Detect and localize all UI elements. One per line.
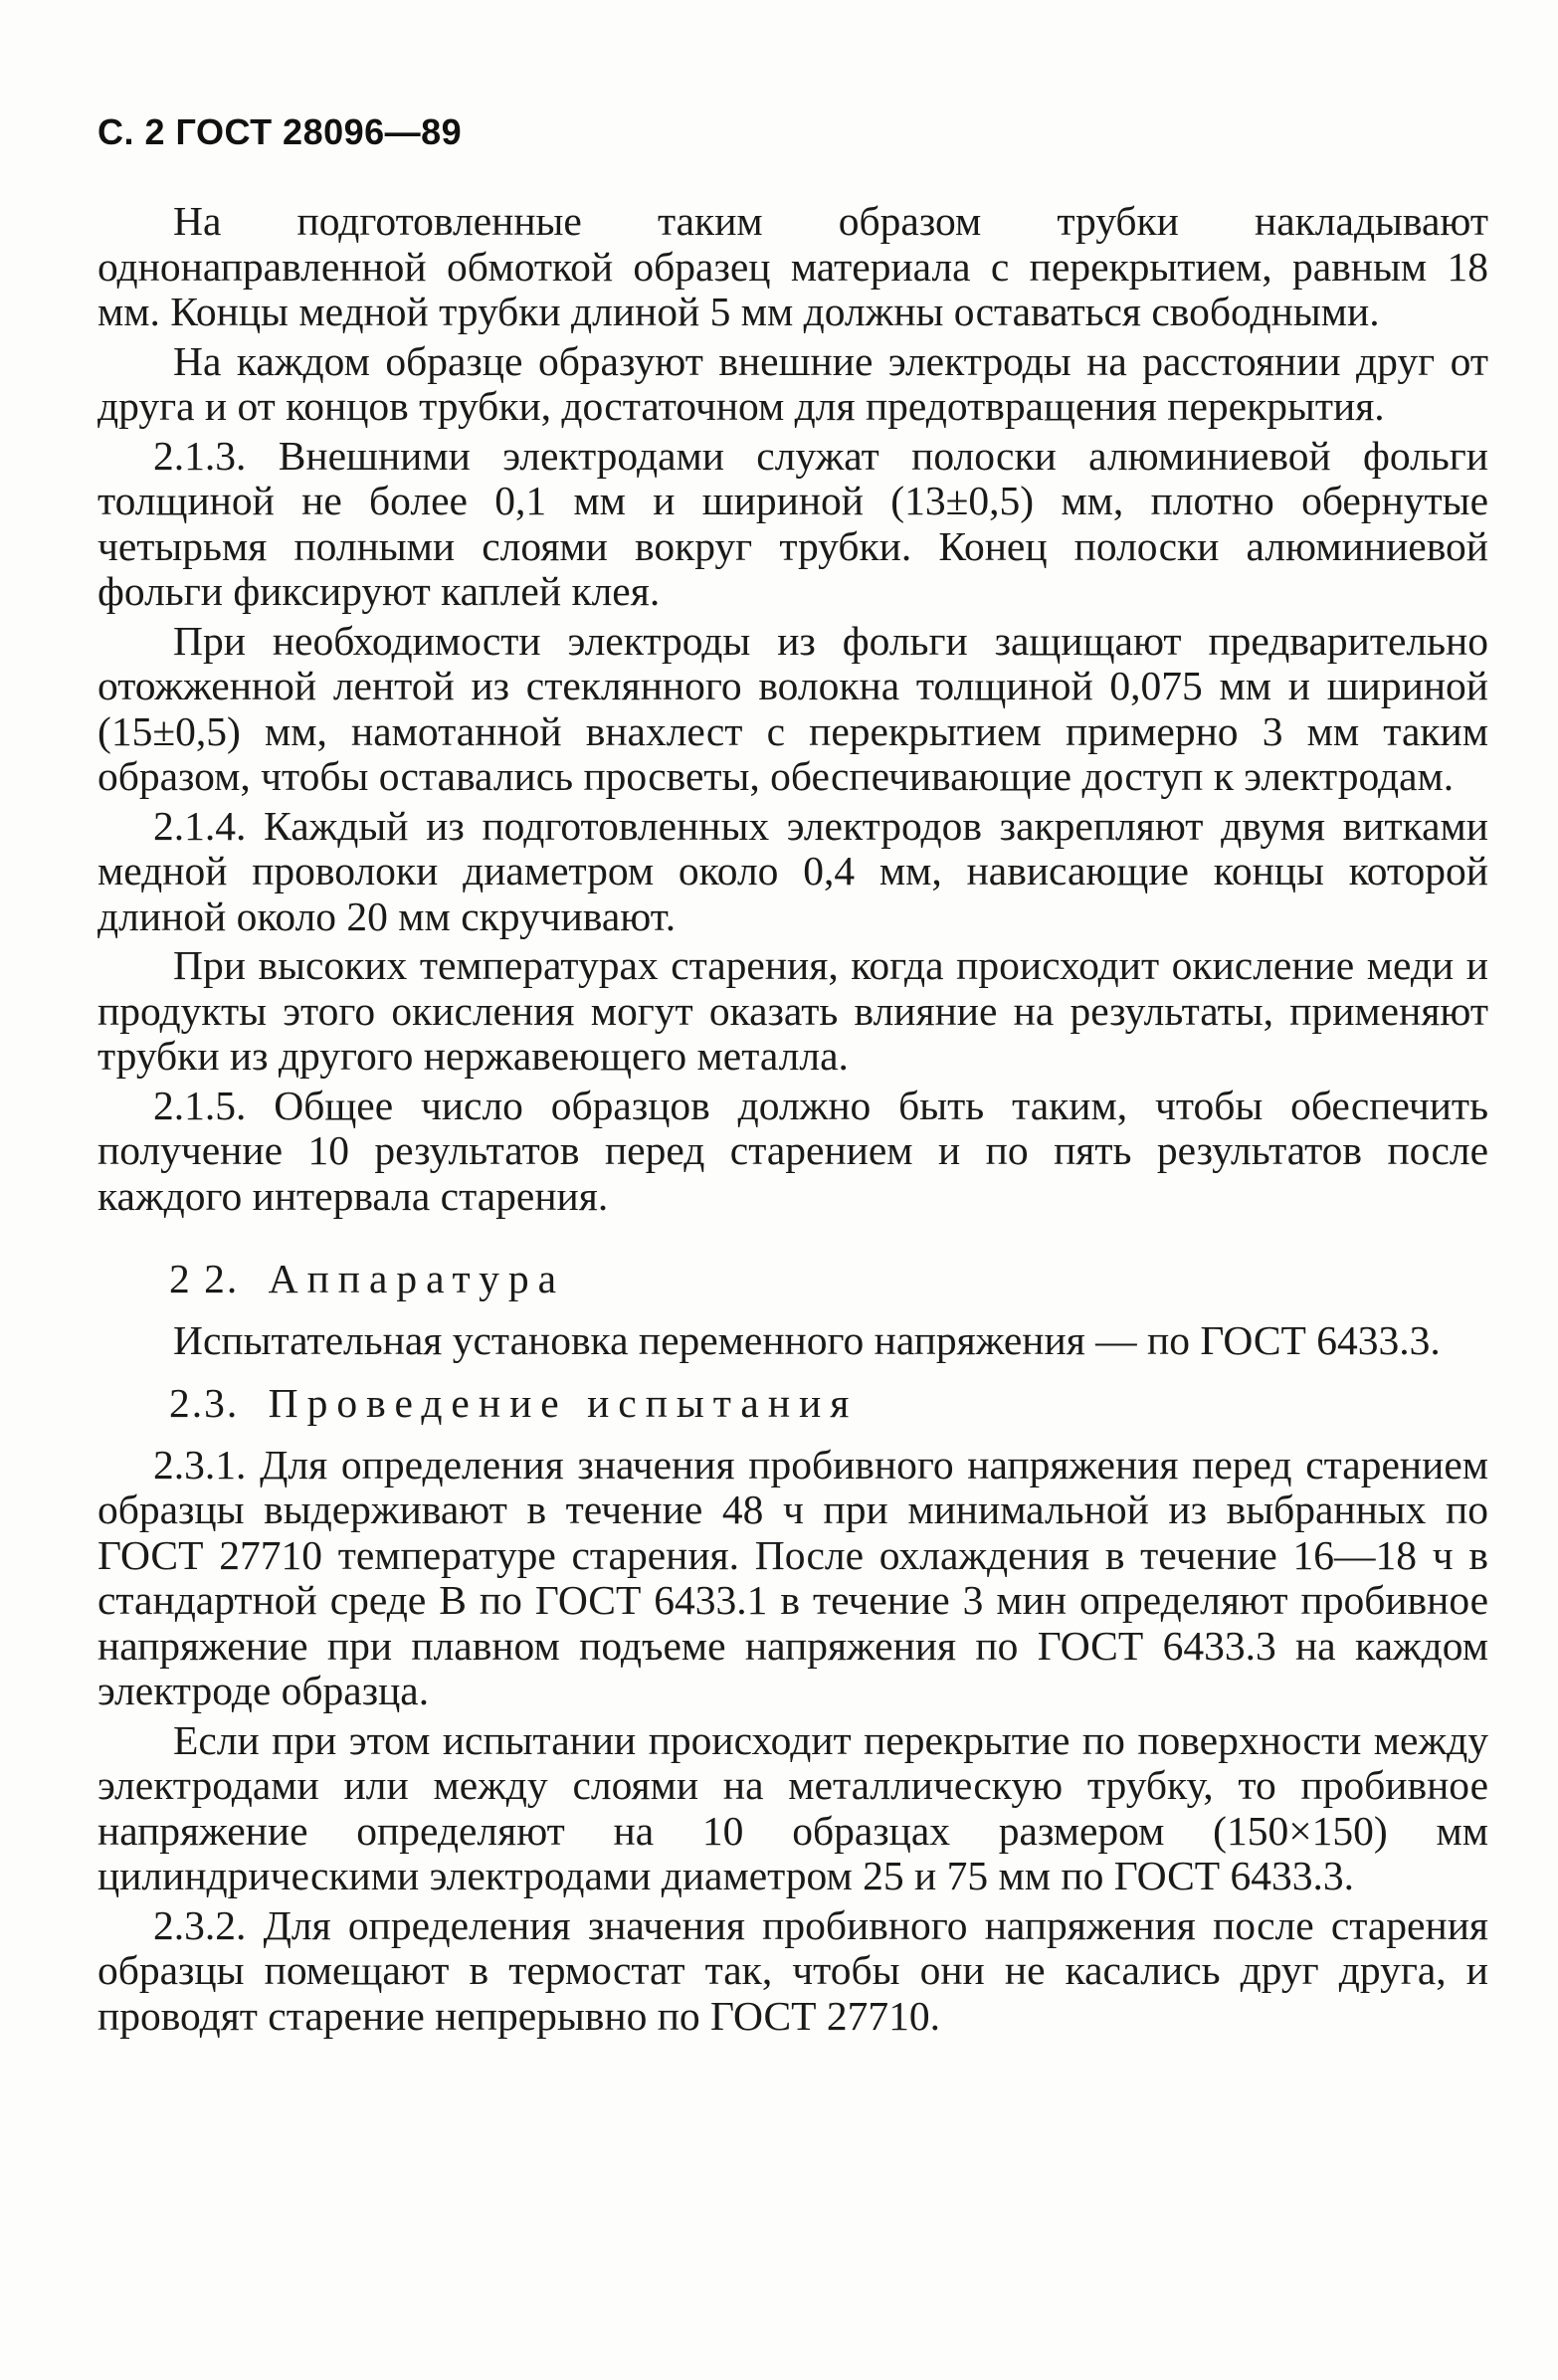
paragraph: 2.3.1. Для определения значения пробивного напряжения перед старением образцы выдерживают в течение 48 ч при минимальной из выбранных по ГОСТ 27710 температуре старения. После охлаждения в течение 16—18 ч в стандартной среде В по ГОСТ 6433.1 в течение 3 мин определяют пробивное напряжение при плавном подъеме напряжения по ГОСТ 6433.3 на каждом электроде образца. bbox=[97, 1441, 1488, 1713]
section-title: Проведение испытания bbox=[268, 1380, 859, 1426]
paragraph: Испытательная установка переменного напряжения — по ГОСТ 6433.3. bbox=[173, 1316, 1441, 1363]
paragraph: 2.1.4. Каждый из подготовленных электродов закрепляют двумя витками медной проволоки диаметром около 0,4 мм, нависающие концы которой длиной около 20 мм скручивают. bbox=[97, 802, 1488, 939]
document-body bbox=[97, 199, 1488, 2043]
paragraph: На подготовленные таким образом трубки накладывают однонаправленной обмоткой образец материала с перекрытием, равным 18 мм. Концы медной трубки длиной 5 мм должны оставаться свободными. bbox=[97, 198, 1488, 334]
section-title: Аппаратура bbox=[268, 1256, 566, 1301]
page-header: С. 2 ГОСТ 28096—89 bbox=[97, 111, 463, 152]
paragraph: На каждом образце образуют внешние электроды на расстоянии друг от друга и от концов трубки, достаточном для предотвращения перекрытия. bbox=[97, 337, 1488, 429]
paragraph: При высоких температурах старения, когда происходит окисление меди и продукты этого окисления могут оказать влияние на результаты, применяют трубки из другого нержавеющего металла. bbox=[97, 942, 1488, 1079]
paragraph: При необходимости электроды из фольги защищают предварительно отожженной лентой из стеклянного волокна толщиной 0,075 мм и шириной (15±0,5) мм, намотанной внахлест с перекрытием примерно 3 мм таким образом, чтобы оставались просветы, обеспечивающие доступ к электродам. bbox=[97, 617, 1488, 799]
paragraph: Если при этом испытании происходит перекрытие по поверхности между электродами или между слоями на металлическую трубку, то пробивное напряжение определяют на 10 образцах размером (150×150) мм цилиндрическими электродами диаметром 25 и 75 мм по ГОСТ 6433.3. bbox=[97, 1716, 1488, 1898]
section-number: 2 2. bbox=[169, 1256, 240, 1301]
paragraph: 2.1.5. Общее число образцов должно быть таким, чтобы обеспечить получение 10 результатов перед старением и по пять результатов после каждого интервала старения. bbox=[97, 1082, 1488, 1219]
section-number: 2.3. bbox=[169, 1380, 240, 1426]
section-heading-testing bbox=[97, 1381, 1488, 1427]
paragraph: 2.3.2. Для определения значения пробивного напряжения после старения образцы помещают в термостат так, чтобы они не касались друг друга, и проводят старение непрерывно по ГОСТ 27710. bbox=[97, 1901, 1488, 2039]
section-heading-apparatus bbox=[97, 1257, 1488, 1302]
paragraph: 2.1.3. Внешними электродами служат полоски алюминиевой фольги толщиной не более 0,1 мм и шириной (13±0,5) мм, плотно обернутые четырьмя полными слоями вокруг трубки. Конец полоски алюминиевой фольги фиксируют каплей клея. bbox=[97, 432, 1488, 614]
